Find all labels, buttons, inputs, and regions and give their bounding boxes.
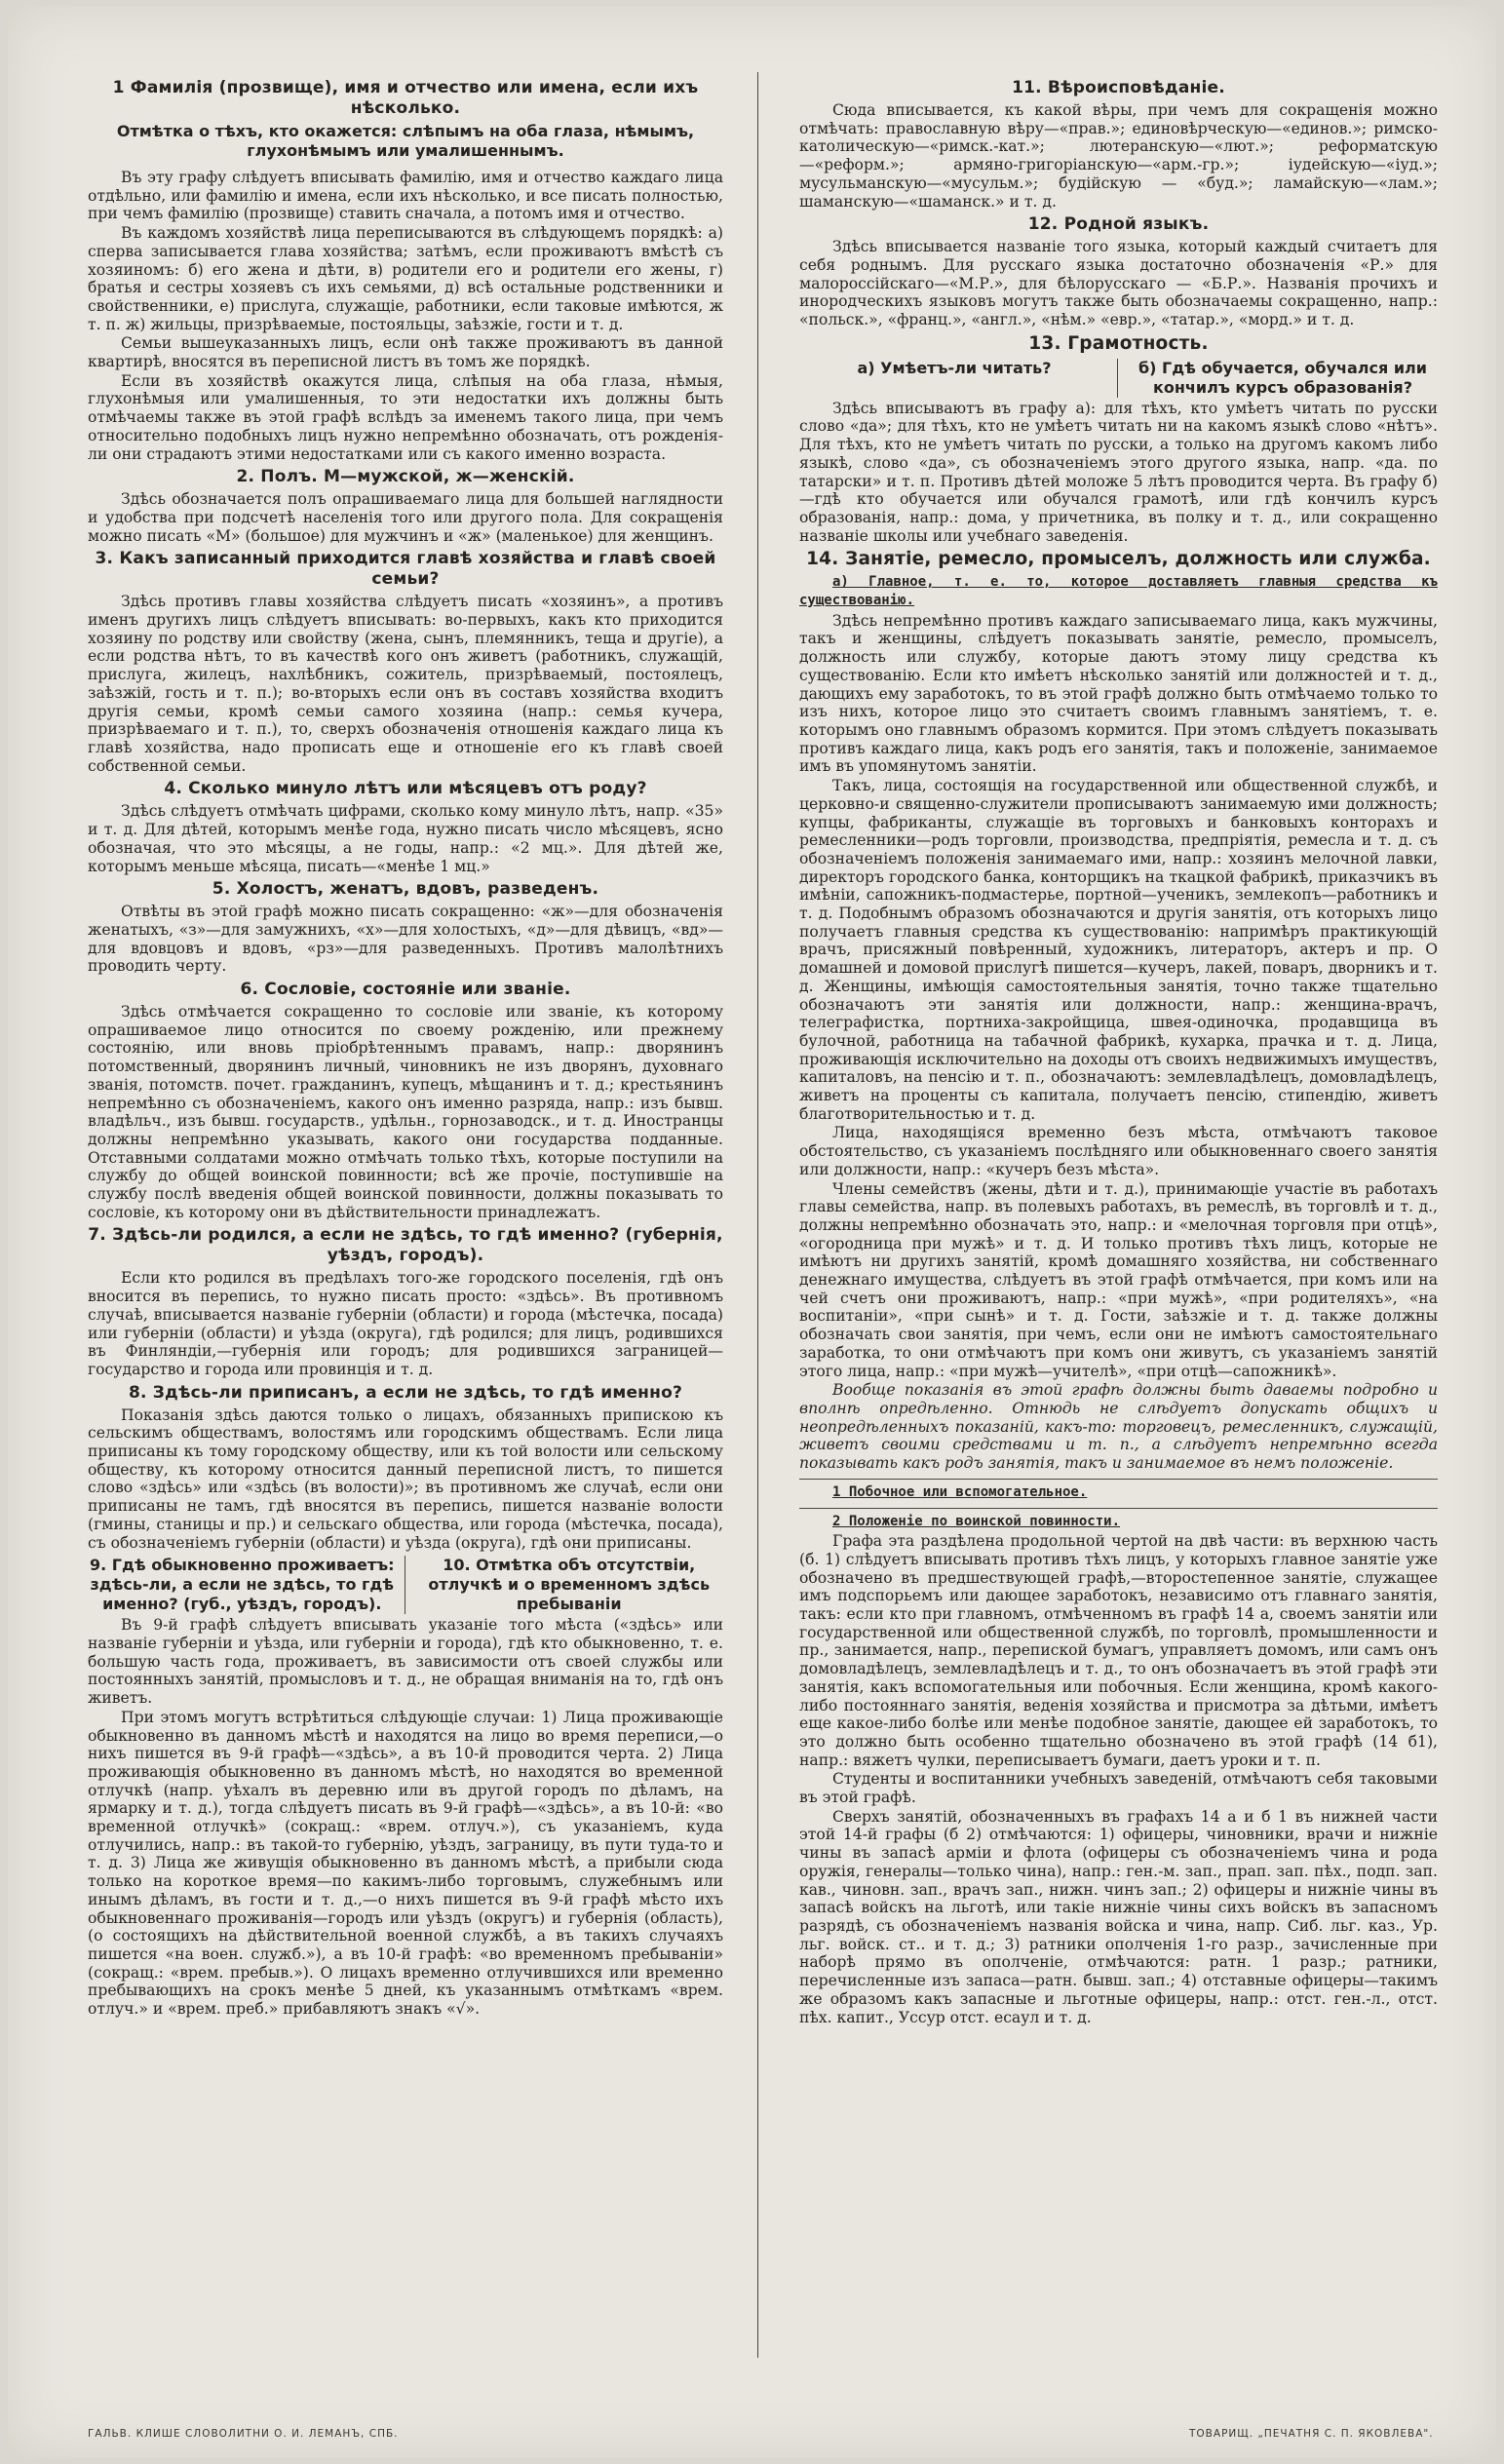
- paragraph: Сюда вписывается, къ какой вѣры, при чемъ для сокращенія можно отмѣчать: православную вѣру—«прав.»; единовѣрческую—«единов.»; римско-католическую—«римск.-кат.»; лютеранскую—«лют.»; реформатскую—«реформ.»; армяно-григоріанскую—«арм.-гр.»; іудейскую—«іуд.»; мусульманскую—«мусульм.»; будійскую — «буд.»; ламайскую—«лам.»; шаманскую—«шаманск.» и т. д.: [799, 101, 1438, 211]
- section-4-title: 4. Сколько минуло лѣтъ или мѣсяцевъ отъ роду?: [164, 779, 647, 799]
- paragraph: Здѣсь вписываютъ въ графу а): для тѣхъ, кто умѣетъ читать по русски слово «да»; для тѣхъ, кто не умѣетъ читать ни на какомъ языкѣ слово «нѣтъ». Для тѣхъ, кто не умѣетъ читать по русски, а только на другомъ какомъ либо языкѣ, слово «да», съ обозначеніемъ этого другого языка, напр. «да. по татарски» и т. п. Противъ дѣтей моложе 5 лѣтъ проводится черта. Въ графу б)—гдѣ кто обучается или обучался грамотѣ, или гдѣ кончилъ курсъ образованія, напр.: дома, у причетника, въ полку и т. д., или сокращенно названіе школы или учебнаго заведенія.: [799, 399, 1438, 545]
- paragraph: Если въ хозяйствѣ окажутся лица, слѣпыя на оба глаза, нѣмыя, глухонѣмыя или умалишенныя, то эти недостатки ихъ должны быть отмѣчаемы также въ этой графѣ вслѣдъ за именемъ такого лица, при чемъ относительно подобныхъ лицъ нужно непремѣнно обозначать, отъ рожденія-ли они страдаютъ этими недостатками или съ какого именно возраста.: [88, 371, 723, 463]
- paragraph: Въ 9-й графѣ слѣдуетъ вписывать указаніе того мѣста («здѣсь» или названіе губерніи и уѣзда, или губерніи и города), гдѣ кто обыкновенно, т. е. большую часть года, проживаетъ, въ зависимости отъ своей службы или постоянныхъ занятій, промысловъ и т. д., не обращая вниманія на то, гдѣ онъ живетъ.: [88, 1616, 723, 1708]
- section-10-title: 10. Отмѣтка объ отсутствіи, отлучкѣ и о временномъ здѣсь пребываніи: [428, 1556, 711, 1614]
- section-9-10-header: [88, 1556, 723, 1614]
- paragraph: Такъ, лица, состоящія на государственной или общественной службѣ, и церковно-и священно-служители прописываютъ занимаемую ими должность; купцы, фабриканты, служащіе въ торговыхъ и банковыхъ конторахъ и ремесленники—родъ торговли, производства, предпріятія, ремесла и т. д. съ обозначеніемъ положенія занимаемаго ими, напр.: хозяинъ мелочной лавки, директоръ городского банка, конторщикъ на ткацкой фабрикѣ, приказчикъ въ имѣніи, сапожникъ-подмастерье, портной—ученикъ, землекопъ—работникъ и т. д. Подобнымъ образомъ обозначаются и другія занятія, отъ которыхъ лицо получаетъ главныя средства къ существованію: напримѣръ практикующій врачъ, присяжный повѣренный, художникъ, литераторъ, актеръ и пр. О домашней и домовой прислугѣ пишется—кучеръ, лакей, поваръ, дворникъ и т. д. Женщины, имѣющія самостоятельныя занятія, точно также тщательно обозначаютъ эти занятія или должности, напр.: женщина-врачъ, телеграфистка, портниха-закройщица, швея-одиночка, продавщица въ булочной, работница на табачной фабрикѣ, кухарка, прачка и т. д. Лица, проживающія исключительно на доходы отъ своихъ недвижимыхъ имуществъ, капиталовъ, на пенсію и т. п., обозначаютъ: землевладѣлецъ, домовладѣлецъ, живетъ на проценты съ капитала, получаетъ пенсію, стипендію, живетъ благотворительностью и т. д.: [799, 777, 1438, 1123]
- paragraph: Семьи вышеуказанныхъ лицъ, если онѣ также проживаютъ въ данной квартирѣ, вносятся въ переписной листъ въ томъ же порядкѣ.: [88, 334, 723, 371]
- section-14-title: 14. Занятіе, ремесло, промыселъ, должность или служба.: [806, 549, 1431, 570]
- paragraph: Студенты и воспитанники учебныхъ заведеній, отмѣчаютъ себя таковыми въ этой графѣ.: [799, 1770, 1438, 1807]
- left-column: [88, 74, 723, 2355]
- column-divider: [757, 72, 758, 2358]
- section-13-title: 13. Грамотность.: [1028, 332, 1209, 354]
- paragraph: Здѣсь отмѣчается сокращенно то сословіе или званіе, къ которому опрашиваемое лицо относится по своему рожденію, или прежнему состоянію, или вновь пріобрѣтеннымъ правамъ, напр.: дворянинъ потомственный, дворянинъ личный, чиновникъ не изъ дворянъ, духовнаго званія, потомств. почет. гражданинъ, купецъ, мѣщанинъ и т. д.; крестьянинъ непремѣнно съ обозначеніемъ, какого онъ именно разряда, напр.: изъ бывш. владѣльч., изъ бывш. государств., удѣльн., горнозаводск., и т. д. Иностранцы должны непремѣнно указывать, какого они государства подданные. Отставными солдатами можно отмѣчать только тѣхъ, которые поступили на службу до общей воинской повинности; всѣ же прочіе, поступившіе на службу послѣ введенія общей воинской повинности, должны показывать то сословіе, къ которому они въ дѣйствительности принадлежатъ.: [88, 1003, 723, 1221]
- paragraph: Въ каждомъ хозяйствѣ лица переписываются въ слѣдующемъ порядкѣ: а) сперва записывается глава хозяйства; затѣмъ, если проживаютъ вмѣстѣ съ хозяиномъ: б) его жена и дѣти, в) родители его и родители его жены, г) братья и сестры хозяевъ съ ихъ семьями, д) всѣ остальные родственники и свойственники, е) прислуга, служащіе, работники, если таковые имѣются, ж т. п. ж) жильцы, призрѣваемые, постояльцы, заѣзжіе, гости и т. д.: [88, 224, 723, 333]
- paragraph: Отвѣты въ этой графѣ можно писать сокращенно: «ж»—для обозначенія женатыхъ, «з»—для замужнихъ, «х»—для холостыхъ, «д»—для дѣвицъ, «вд»—для вдовцовъ и вдовъ, «рз»—для разведенныхъ. Противъ малолѣтнихъ проводить черту.: [88, 903, 723, 976]
- paragraph: Здѣсь слѣдуетъ отмѣчать цифрами, сколько кому минуло лѣтъ, напр. «35» и т. д. Для дѣтей, которымъ менѣе года, нужно писать число мѣсяцевъ, ясно обозначая, что это мѣсяцы, а не годы, напр.: «2 мц.». Для дѣтей же, которымъ меньше мѣсяца, писать—«менѣе 1 мц.»: [88, 802, 723, 875]
- paragraph: Показанія здѣсь даются только о лицахъ, обязанныхъ припискою къ сельскимъ обществамъ, волостямъ или городскимъ обществамъ. Если лица приписаны къ тому городскому обществу, или къ той волости или сельскому обществу, къ которому относится данный переписной листъ, то пишется слово «здѣсь» или «здѣсь (въ волости)»; въ противномъ же случаѣ, если они приписаны не тамъ, гдѣ вносятся въ перепись, пишется названіе волости (гмины, станицы и пр.) и сельскаго общества, или города (мѣстечка, посада), съ обозначеніемъ губерніи (области) и уѣзда (округа), гдѣ они приписаны.: [88, 1405, 723, 1552]
- section-1-title: 1 Фамилія (прозвище), имя и отчество или имена, если ихъ нѣсколько.: [112, 78, 699, 118]
- rule: [799, 1479, 1438, 1480]
- section-14b2-title: 2 Положеніе по воинской повинности.: [832, 1513, 1121, 1529]
- rule: [799, 1508, 1438, 1509]
- section-14b1-title: 1 Побочное или вспомогательное.: [832, 1483, 1088, 1500]
- section-13b-title: б) Гдѣ обучается, обучался или кончилъ курсъ образованія?: [1138, 358, 1427, 397]
- paragraph: Лица, находящіяся временно безъ мѣста, отмѣчаютъ таковое обстоятельство, съ указаніемъ послѣдняго или обыкновеннаго своего занятія или должности, напр.: «кучеръ безъ мѣста».: [799, 1124, 1438, 1178]
- section-5-title: 5. Холостъ, женатъ, вдовъ, разведенъ.: [212, 879, 599, 900]
- paragraph: Здѣсь вписывается названіе того языка, который каждый считаетъ для себя роднымъ. Для русскаго языка достаточно обозначенія «Р.» для малороссійскаго—«М.Р.», для бѣлорусскаго — «Б.Р.». Названія прочихъ и инородческихъ языковъ могутъ также быть обозначаемы сокращенно, напр.: «польск.», «франц.», «англ.», «нѣм.» «евр.», «татар.», «морд.» и т. д.: [799, 238, 1438, 329]
- paragraph: Здѣсь противъ главы хозяйства слѣдуетъ писать «хозяинъ», а противъ именъ другихъ лицъ слѣдуетъ вписывать: во-первыхъ, какъ кто приходится хозяину по родству или свойству (жена, сынъ, племянникъ, теща и другіе), а если родства нѣтъ, то въ качествѣ кого онъ живетъ (работникъ, служащій, прислуга, жилецъ, нахлѣбникъ, сожитель, призрѣваемый, постоялецъ, заѣзжій, гость и т. п.); во-вторыхъ если онъ въ составъ хозяйства входитъ другія семьи, кромѣ семьи самого хозяина (напр.: семья кучера, призрѣваемаго и т. п.), то, сверхъ обозначенія отношенія каждаго лица къ главѣ хозяйства, надо прописать еще и отношеніе его къ главѣ своей собственной семьи.: [88, 593, 723, 775]
- section-1-note: Отмѣтка о тѣхъ, кто окажется: слѣпымъ на оба глаза, нѣмымъ, глухонѣмымъ или умалишеннымъ.: [116, 122, 695, 160]
- section-8-title: 8. Здѣсь-ли приписанъ, а если не здѣсь, то гдѣ именно?: [128, 1382, 683, 1403]
- printer-footer-right: ТОВАРИЩ. „ПЕЧАТНЯ С. П. ЯКОВЛЕВА".: [1189, 2428, 1434, 2440]
- section-9-title: 9. Гдѣ обыкновенно проживаетъ: здѣсь-ли, а если не здѣсь, то гдѣ именно? (губ., уѣздъ, городъ).: [89, 1556, 395, 1614]
- section-12-title: 12. Родной языкъ.: [1027, 214, 1210, 235]
- section-13-subheader: [799, 359, 1438, 398]
- paragraph: Если кто родился въ предѣлахъ того-же городского поселенія, гдѣ онъ вносится въ перепись, то нужно писать просто: «здѣсь». Въ противномъ случаѣ, вписывается названіе губерніи (области) и города (мѣстечка, посада) или губерніи (области) и уѣзда (округа), гдѣ родился; для лицъ, родившихся въ Финляндіи,—губернія или городъ; для родившихся заграницей—государство и города или провинція и т. д.: [88, 1269, 723, 1378]
- paragraph: Здѣсь непремѣнно противъ каждаго записываемаго лица, какъ мужчины, такъ и женщины, слѣдуетъ показывать занятіе, ремесло, промыселъ, должность или службу, которые даютъ этому лицу средства къ существованію. Если кто имѣетъ нѣсколько занятій или должностей и т. д., дающихъ ему заработокъ, то въ этой графѣ должно быть отмѣчаемо только то изъ нихъ, которое лицо это считаетъ своимъ главнымъ занятіемъ, т. е. которымъ оно главнымъ образомъ кормится. При этомъ слѣдуетъ показывать противъ каждаго лица, какъ родъ его занятія, такъ и положеніе, занимаемое имъ въ упомянутомъ занятіи.: [799, 611, 1438, 776]
- section-3-title: 3. Какъ записанный приходится главѣ хозяйства и главѣ своей семьи?: [95, 549, 716, 590]
- section-2-title: 2. Полъ. М—мужской, ж—женскій.: [236, 467, 575, 487]
- paragraph: Вообще показанія въ этой графѣ должны быть даваемы подробно и вполнѣ опредѣленно. Отнюдь не слѣдуетъ допускать общихъ и неопредѣленныхъ показаній, какъ-то: торговецъ, ремесленникъ, служащій, живетъ своими средствами и т. п., а слѣдуетъ непремѣнно всегда показывать какъ родъ занятія, такъ и занимаемое въ немъ положеніе.: [799, 1381, 1438, 1473]
- section-7-title: 7. Здѣсь-ли родился, а если не здѣсь, то гдѣ именно? (губернія, уѣздъ, городъ).: [88, 1225, 723, 1266]
- paragraph: Графа эта раздѣлена продольной чертой на двѣ части: въ верхнюю часть (б. 1) слѣдуетъ вписывать противъ тѣхъ лицъ, у которыхъ главное занятіе уже обозначено въ предшествующей графѣ,—второстепенное занятіе, служащее имъ подспорьемъ или дающее заработокъ, независимо отъ главнаго занятія, такъ: если кто при главномъ, отмѣченномъ въ графѣ 14 а, своемъ занятіи или государственной или общественной службѣ, по торговлѣ, промышленности и пр., занимается, напр., перепиской бумагъ, управляетъ домомъ, или самъ онъ домовладѣлецъ, землевладѣлецъ и т. д., то онъ обозначаетъ въ этой графѣ эти занятія, какъ вспомогательныя или побочныя. Если женщина, кромѣ какого-либо постояннаго занятія, веденія хозяйства и присмотра за дѣтьми, имѣетъ еще какое-либо болѣе или менѣе подобное занятіе, дающее ей заработокъ, то это должно быть особенно тщательно обозначено въ этой графѣ (14 б1), напр.: вяжетъ чулки, переписываетъ бумаги, даетъ уроки и т. п.: [799, 1532, 1438, 1769]
- paragraph: При этомъ могутъ встрѣтиться слѣдующіе случаи: 1) Лица проживающіе обыкновенно въ данномъ мѣстѣ и находятся на лицо во время переписи,—о нихъ пишется въ 9-й графѣ—«здѣсь», а въ 10-й проводится черта. 2) Лица проживающія обыкновенно въ данномъ мѣстѣ, но находятся во временной отлучкѣ (напр. уѣхалъ въ деревню или въ другой городъ по дѣламъ, на ярмарку и т. д.), тогда слѣдуетъ писать въ 9-й графѣ—«здѣсь», а въ 10-й: «во временной отлучкѣ» (сокращ.: «врем. отлуч.»), съ указаніемъ, куда отлучились, напр.: въ такой-то губернію, уѣздъ, заграницу, въ пути туда-то и т. д. 3) Лица же живущія обыкновенно въ данномъ мѣстѣ, а прибыли сюда только на короткое время—по какимъ-либо торговымъ, служебнымъ или инымъ дѣламъ, въ гости и т. д.,—о нихъ пишется въ 9-й графѣ мѣсто ихъ обыкновеннаго проживанія—городъ или уѣздъ (округъ) и губернія (область), (о состоящихъ на дѣйствительной военной службѣ, а въ такихъ случаяхъ пишется «на воен. служб.»), а въ 10-й графѣ: «во временномъ пребываніи» (сокращ.: «врем. пребыв.»). О лицахъ временно отлучившихся или временно пребывающихъ на срокъ менѣе 5 дней, къ указаннымъ отмѣткамъ «врем. отлуч.» и «врем. преб.» прибавляютъ знакъ «√».: [88, 1708, 723, 2019]
- section-14a-title: а) Главное, т. е. то, которое доставляетъ главныя средства къ существованію.: [799, 574, 1438, 609]
- section-6-title: 6. Сословіе, состояніе или званіе.: [240, 980, 571, 1000]
- section-13a-title: а) Умѣетъ-ли читать?: [857, 358, 1052, 377]
- printer-footer-left: ГАЛЬВ. КЛИШЕ СЛОВОЛИТНИ О. И. ЛЕМАНЪ, СПБ.: [88, 2428, 399, 2440]
- census-instruction-sheet: [8, 6, 1496, 2458]
- paragraph: Сверхъ занятій, обозначенныхъ въ графахъ 14 а и б 1 въ нижней части этой 14-й графы (б 2) отмѣчаются: 1) офицеры, чиновники, врачи и нижніе чины въ запасѣ арміи и флота (офицеры съ обозначеніемъ чина и рода оружія, генералы—только чина), напр.: ген.-м. зап., прап. зап. пѣх., подп. зап. кав., чиновн. зап., врачъ зап., нижн. чинъ зап.; 2) офицеры и нижніе чины въ запасѣ войскъ на льготѣ, или такіе нижніе чины сихъ войскъ въ запасномъ разрядѣ, съ обозначеніемъ названія войска и чина, напр. Сиб. льг. каз., Ур. льг. войск. ст.. и т. д.; 3) ратники ополченія 1-го разр., зачисленные при наборѣ прямо въ ополченіе, отмѣчаются: ратн. 1 разр.; ратники, перечисленные изъ запаса—ратн. бывш. зап.; 4) отставные офицеры—такимъ же образомъ какъ запасные и льготные офицеры, напр.: отст. ген.-л., отст. пѣх. капит., Уссур отст. есаул и т. д.: [799, 1807, 1438, 2026]
- paragraph: Въ эту графу слѣдуетъ вписывать фамилію, имя и отчество каждаго лица отдѣльно, или фамилію и имена, если ихъ нѣсколько, и все писать полностью, при чемъ фамилію (прозвище) ставить сначала, а потомъ имя и отчество.: [88, 169, 723, 223]
- paragraph: Члены семействъ (жены, дѣти и т. д.), принимающіе участіе въ работахъ главы семейства, напр. въ полевыхъ работахъ, въ ремеслѣ, въ торговлѣ и т. д., должны непремѣнно обозначать это, напр.: и «мелочная торговля при отцѣ», «огородница при мужѣ» и т. д. И только противъ тѣхъ лицъ, которые не имѣютъ ни другихъ занятій, кромѣ домашняго хозяйства, ни собственнаго денежнаго имущества, слѣдуетъ въ этой графѣ отмѣчается, при комъ или на чей счетъ они проживаютъ, напр.: «при мужѣ», «при родителяхъ», «на воспитаніи», «при сынѣ» и т. д. Гости, заѣзжіе и т. д. также должны обозначать свои занятія, при чемъ, если они не имѣютъ самостоятельнаго заработка, то они отмѣчаютъ при комъ они живутъ, съ указаніемъ занятій этого лица, напр.: «при мужѣ—учителѣ», «при отцѣ—сапожникѣ».: [799, 1179, 1438, 1380]
- right-column: [799, 74, 1438, 2355]
- section-11-title: 11. Вѣроисповѣданіе.: [1012, 78, 1225, 97]
- paragraph: Здѣсь обозначается полъ опрашиваемаго лица для большей наглядности и удобства при подсчетѣ населенія того или другого пола. Для сокращенія можно писать «М» (большое) для мужчинъ и «ж» (маленькое) для женщинъ.: [88, 490, 723, 545]
